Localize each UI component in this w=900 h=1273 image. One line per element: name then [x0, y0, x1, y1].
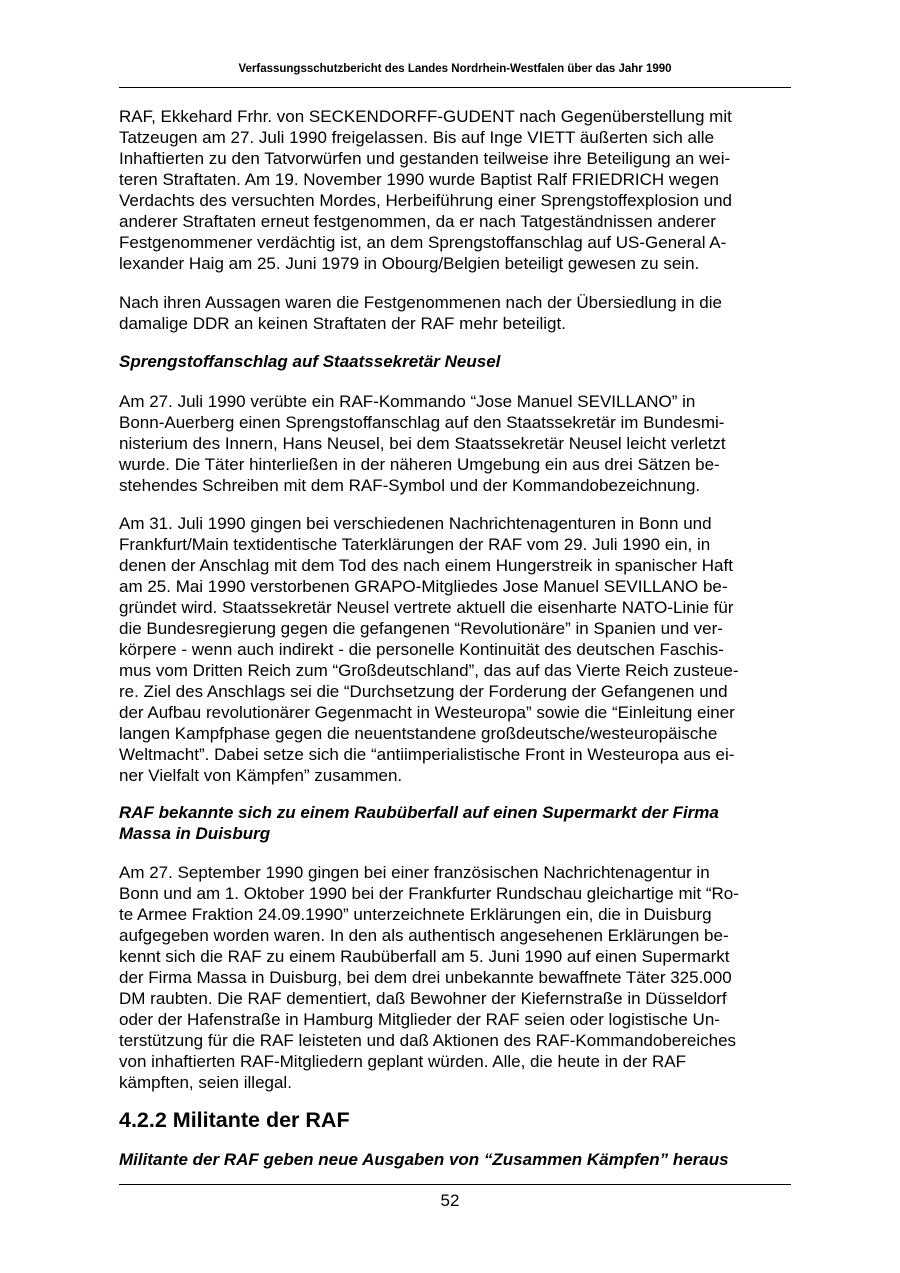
footer-rule	[119, 1184, 791, 1185]
section-heading: 4.2.2 Militante der RAF	[119, 1108, 350, 1132]
paragraph-2	[119, 292, 781, 334]
text-line: Tatzeugen am 27. Juli 1990 freigelassen. Bis auf Inge VIETT äußerten sich alle	[119, 128, 715, 147]
text-line: Bonn-Auerberg einen Sprengstoffanschlag auf den Staatssekretär im Bundesmi-	[119, 413, 725, 432]
subheading-neusel	[119, 351, 781, 372]
text-line: Am 27. September 1990 gingen bei einer französischen Nachrichtenagentur in	[119, 863, 710, 882]
text-line: der Aufbau revolutionärer Gegenmacht in Westeuropa” sowie die “Einleitung einer	[119, 703, 735, 722]
text-line: RAF, Ekkehard Frhr. von SECKENDORFF-GUDENT nach Gegenüberstellung mit	[119, 107, 732, 126]
text-line: re. Ziel des Anschlags sei die “Durchsetzung der Forderung der Gefangenen und	[119, 682, 728, 701]
subheading-line: Sprengstoffanschlag auf Staatssekretär Neusel	[119, 352, 501, 371]
text-line: Weltmacht”. Dabei setze sich die “antiimperialistische Front in Westeuropa aus ei-	[119, 745, 735, 764]
text-line: Bonn und am 1. Oktober 1990 bei der Frankfurter Rundschau gleichartige mit “Ro-	[119, 884, 739, 903]
text-line: Verdachts des versuchten Mordes, Herbeiführung einer Sprengstoffexplosion und	[119, 191, 733, 210]
text-line: von inhaftierten RAF-Mitgliedern geplant würden. Alle, die heute in der RAF	[119, 1052, 686, 1071]
paragraph-3	[119, 391, 781, 496]
text-line: mus vom Dritten Reich zum “Großdeutschland”, das auf das Vierte Reich zusteue-	[119, 661, 739, 680]
text-line: Am 27. Juli 1990 verübte ein RAF-Kommando “Jose Manuel SEVILLANO” in	[119, 392, 696, 411]
text-line: lexander Haig am 25. Juni 1979 in Obourg/Belgien beteiligt gewesen zu sein.	[119, 254, 700, 273]
text-line: Festgenommener verdächtig ist, an dem Sprengstoffanschlag auf US-General A-	[119, 233, 727, 252]
text-line: Am 31. Juli 1990 gingen bei verschiedenen Nachrichtenagenturen in Bonn und	[119, 514, 712, 533]
text-line: am 25. Mai 1990 verstorbenen GRAPO-Mitgliedes Jose Manuel SEVILLANO be-	[119, 577, 728, 596]
text-line: kennt sich die RAF zu einem Raubüberfall am 5. Juni 1990 auf einen Supermarkt	[119, 947, 730, 966]
text-line: körpere - wenn auch indirekt - die personelle Kontinuität des deutschen Faschis-	[119, 640, 724, 659]
header-rule	[119, 87, 791, 88]
text-line: kämpften, seien illegal.	[119, 1073, 292, 1092]
text-line: teren Straftaten. Am 19. November 1990 wurde Baptist Ralf FRIEDRICH wegen	[119, 170, 719, 189]
subheading-line: Militante der RAF geben neue Ausgaben von “Zusammen Kämpfen” heraus	[119, 1150, 729, 1169]
text-line: wurde. Die Täter hinterließen in der näheren Umgebung ein aus drei Sätzen be-	[119, 455, 720, 474]
text-line: gründet wird. Staatssekretär Neusel vertrete aktuell die eisenharte NATO-Linie für	[119, 598, 734, 617]
text-line: langen Kampfphase gegen die neuentstandene großdeutsche/westeuropäische	[119, 724, 718, 743]
subheading-duisburg	[119, 802, 781, 844]
subheading-line: Massa in Duisburg	[119, 824, 271, 843]
text-line: damalige DDR an keinen Straftaten der RAF mehr beteiligt.	[119, 314, 566, 333]
paragraph-4	[119, 513, 781, 786]
text-line: terstützung für die RAF leisteten und daß Aktionen des RAF-Kommandobereiches	[119, 1031, 737, 1050]
text-line: aufgegeben worden waren. In den als authentisch angesehenen Erklärungen be-	[119, 926, 729, 945]
paragraph-5	[119, 862, 781, 1093]
text-line: Inhaftierten zu den Tatvorwürfen und gestanden teilweise ihre Beteiligung an wei-	[119, 149, 731, 168]
subheading-zusammen-kaempfen	[119, 1149, 781, 1170]
text-line: ner Vielfalt von Kämpfen” zusammen.	[119, 766, 403, 785]
text-line: der Firma Massa in Duisburg, bei dem drei unbekannte bewaffnete Täter 325.000	[119, 968, 732, 987]
text-line: te Armee Fraktion 24.09.1990” unterzeichnete Erklärungen ein, die in Duisburg	[119, 905, 712, 924]
text-line: Nach ihren Aussagen waren die Festgenommenen nach der Übersiedlung in die	[119, 293, 722, 312]
text-line: die Bundesregierung gegen die gefangenen “Revolutionäre” in Spanien und ver-	[119, 619, 723, 638]
text-line: stehendes Schreiben mit dem RAF-Symbol und der Kommandobezeichnung.	[119, 476, 701, 495]
text-line: Frankfurt/Main textidentische Taterklärungen der RAF vom 29. Juli 1990 ein, in	[119, 535, 711, 554]
text-line: oder der Hafenstraße in Hamburg Mitglieder der RAF seien oder logistische Un-	[119, 1010, 720, 1029]
text-line: denen der Anschlag mit dem Tod des nach einem Hungerstreik in spanischer Haft	[119, 556, 733, 575]
text-line: DM raubten. Die RAF dementiert, daß Bewohner der Kiefernstraße in Düsseldorf	[119, 989, 727, 1008]
subheading-line: RAF bekannte sich zu einem Raubüberfall auf einen Supermarkt der Firma	[119, 803, 719, 822]
running-header: Verfassungsschutzbericht des Landes Nordrhein-Westfalen über das Jahr 1990	[238, 63, 672, 75]
text-line: anderer Straftaten erneut festgenommen, da er nach Tatgeständnissen anderer	[119, 212, 716, 231]
paragraph-1	[119, 106, 781, 274]
page-number: 52	[440, 1191, 460, 1210]
text-line: nisterium des Innern, Hans Neusel, bei dem Staatssekretär Neusel leicht verletzt	[119, 434, 726, 453]
